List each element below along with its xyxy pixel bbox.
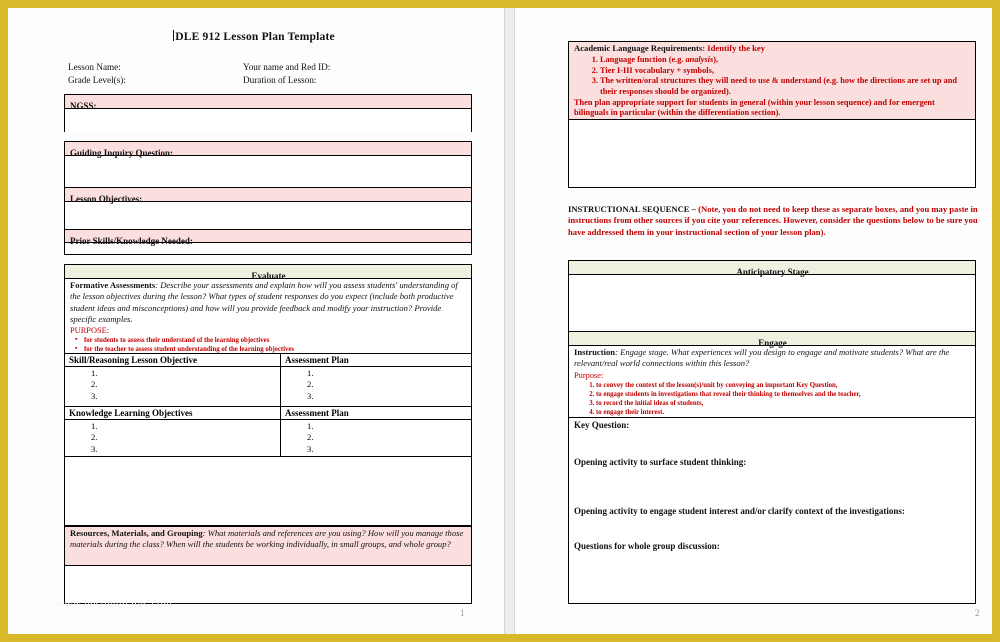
opening-activity-thinking-label: Opening activity to surface student thinking: xyxy=(574,457,747,467)
evaluate-header xyxy=(65,265,471,279)
opening-activity-interest-label: Opening activity to engage student interest and/or clarify context of the investigations: xyxy=(574,506,905,516)
resources-box xyxy=(64,526,472,604)
ngss-label: NGSS: xyxy=(70,101,97,111)
academic-language-label: Academic Language Requirements xyxy=(574,43,703,53)
page-number-2: 2 xyxy=(975,608,980,618)
list-item: 3. The written/oral structures they will need to use & understand (e.g. how the directions are set up and their responses should be organized). xyxy=(600,76,971,97)
engage-instruction-label: Instruction xyxy=(574,347,616,357)
engage-purpose-list xyxy=(574,381,971,418)
watermark: www.bestemplates.com xyxy=(56,598,173,610)
list-item: 1. to convey the context of the lesson(s)/unit by conveying an important Key Question, xyxy=(596,381,971,390)
formative-prompt-text: : Describe your assessments and explain how will you assess students' understanding of the lesson objectives during the lesson? What types of student responses do you expect (include both productive student ideas and misconceptions) and how will you provide feedback and modify your instruction? Provide specific examples. xyxy=(70,280,458,324)
evaluate-box xyxy=(64,264,472,526)
grade-levels-label: Grade Level(s): xyxy=(68,74,126,85)
purpose-item: ▪ for the teacher to assess student understanding of the learning objectives xyxy=(84,345,467,354)
purpose-list xyxy=(70,336,467,354)
guiding-inquiry-input-area[interactable] xyxy=(65,156,471,188)
ngss-input-area[interactable] xyxy=(65,109,471,132)
lesson-objectives-label: Lesson Objectives: xyxy=(70,194,143,204)
duration-label: Duration of Lesson: xyxy=(243,74,317,85)
your-name-red-id-label: Your name and Red ID: xyxy=(243,62,331,72)
formative-assessments-cell xyxy=(65,279,471,354)
engage-prompt xyxy=(574,347,971,370)
guiding-inquiry-label: Guiding Inquiry Question: xyxy=(70,148,174,158)
numbered-list xyxy=(69,368,276,402)
formative-label: Formative Assessments xyxy=(70,280,156,290)
objectives-box xyxy=(64,141,472,255)
prior-skills-header xyxy=(65,230,471,246)
list-item: 3. xyxy=(307,443,314,454)
lesson-objectives-header xyxy=(65,188,471,202)
engage-instruction-cell xyxy=(569,346,975,418)
formative-prompt xyxy=(70,280,467,325)
resources-prompt xyxy=(70,528,467,551)
purpose-item: ▪ for students to assess their understand of the learning objectives xyxy=(84,336,467,345)
instructional-stages-box xyxy=(568,260,976,604)
instructional-sequence-note-text: (Note, you do not need to keep these as separate boxes, and you may paste in instructions from other sources if you cite your references. However, consider the questions below to be sure you have addressed them in your instructional section of your lesson plan). xyxy=(568,204,978,237)
document-viewer xyxy=(8,8,992,634)
academic-language-header xyxy=(569,42,975,120)
objective-assessment-tables xyxy=(65,354,471,457)
academic-language-lead xyxy=(574,43,971,54)
academic-language-input-area[interactable] xyxy=(569,120,975,187)
instructional-sequence-label: INSTRUCTIONAL SEQUENCE – xyxy=(568,204,699,214)
engage-questions-cell[interactable] xyxy=(569,418,975,603)
resources-header xyxy=(65,527,471,566)
evaluate-label: Evaluate xyxy=(251,271,286,281)
list-item: 1. xyxy=(307,421,314,431)
list-item: 2. xyxy=(307,432,314,443)
ngss-header xyxy=(65,95,471,109)
whole-group-discussion-label: Questions for whole group discussion: xyxy=(574,541,720,551)
engage-label: Engage xyxy=(758,338,787,348)
list-item-text: Language function (e.g. xyxy=(600,55,686,65)
list-item: 2. xyxy=(91,379,98,390)
list-item-emphasis: analysis xyxy=(685,55,714,65)
guiding-inquiry-header xyxy=(65,142,471,156)
academic-language-closing: Then plan appropriate support for students in general (within your lesson sequence) and for emergent bilinguals in particular (within the differentiation section). xyxy=(574,97,935,118)
instructional-sequence-note xyxy=(568,204,980,238)
page-divider-fill xyxy=(505,8,514,634)
resources-label: Resources, Materials, and Grouping xyxy=(70,528,203,538)
engage-purpose-label: Purpose: xyxy=(574,370,604,380)
key-question-label: Key Question: xyxy=(574,420,630,430)
list-item: 2. Tier I-III vocabulary + symbols, xyxy=(600,66,971,77)
evaluate-free-area[interactable] xyxy=(65,457,471,525)
academic-language-list xyxy=(574,55,971,97)
anticipatory-stage-header xyxy=(569,261,975,275)
list-item: 4. to engage their interest. xyxy=(596,408,971,417)
numbered-list xyxy=(285,421,467,455)
list-item: 3. to record the initial ideas of students, xyxy=(596,399,971,408)
skill-objective-cell[interactable] xyxy=(65,367,281,407)
page-divider xyxy=(500,8,520,634)
table-row xyxy=(65,407,471,420)
page-1 xyxy=(8,8,500,634)
list-item: 2. to engage students in investigations that reveal their thinking to themselves and the teacher, xyxy=(596,390,971,399)
list-item: 3. xyxy=(307,390,314,401)
knowledge-objective-cell[interactable] xyxy=(65,420,281,460)
list-item-tail: ), xyxy=(713,55,719,65)
page-title: DLE 912 Lesson Plan Template xyxy=(175,31,335,43)
skill-assessment-plan-cell[interactable] xyxy=(281,367,471,407)
anticipatory-stage-label: Anticipatory Stage xyxy=(736,267,809,277)
academic-language-lead-text: : Identify the key xyxy=(702,43,766,53)
purpose-label: PURPOSE: xyxy=(70,326,110,336)
skill-reasoning-table xyxy=(65,354,471,459)
lesson-meta xyxy=(68,61,331,86)
academic-language-box xyxy=(568,41,976,188)
table-row xyxy=(65,420,471,460)
numbered-list xyxy=(285,368,467,402)
knowledge-assessment-plan-cell[interactable] xyxy=(281,420,471,460)
page-divider-line-left xyxy=(504,8,505,634)
list-item: 1. xyxy=(307,368,314,378)
page-2 xyxy=(520,8,992,634)
knowledge-assessment-plan-header: Assessment Plan xyxy=(281,407,471,420)
list-item: 2. xyxy=(307,379,314,390)
skill-assessment-plan-header: Assessment Plan xyxy=(281,354,471,367)
list-item: 1. xyxy=(91,421,98,431)
lesson-name-label: Lesson Name: xyxy=(68,62,121,72)
resources-prompt-text: : What materials and references are you using? How will you manage those materials during the class? When will the students be working individually, in small groups, and whole group? xyxy=(70,528,464,550)
skill-objective-header: Skill/Reasoning Lesson Objective xyxy=(65,354,281,367)
table-row xyxy=(65,354,471,367)
list-item: 2. xyxy=(91,432,98,443)
list-item: 3. xyxy=(91,390,98,401)
list-item xyxy=(600,55,971,66)
list-item: 1. xyxy=(91,368,98,378)
ngss-box xyxy=(64,94,472,132)
engage-prompt-text: : Engage stage. What experiences will you design to engage and motivate students? What are the relevant/real world connections within this lesson? xyxy=(574,347,950,369)
list-item: 3. xyxy=(91,443,98,454)
prior-skills-label: Prior Skills/Knowledge Needed: xyxy=(70,236,193,246)
page-divider-line-right xyxy=(514,8,515,634)
lesson-objectives-input-area[interactable] xyxy=(65,202,471,230)
knowledge-objective-header: Knowledge Learning Objectives xyxy=(65,407,281,420)
anticipatory-stage-input-area[interactable] xyxy=(569,275,975,332)
engage-header xyxy=(569,332,975,346)
page-number-1: 1 xyxy=(460,608,465,618)
numbered-list xyxy=(69,421,276,455)
table-row xyxy=(65,367,471,407)
